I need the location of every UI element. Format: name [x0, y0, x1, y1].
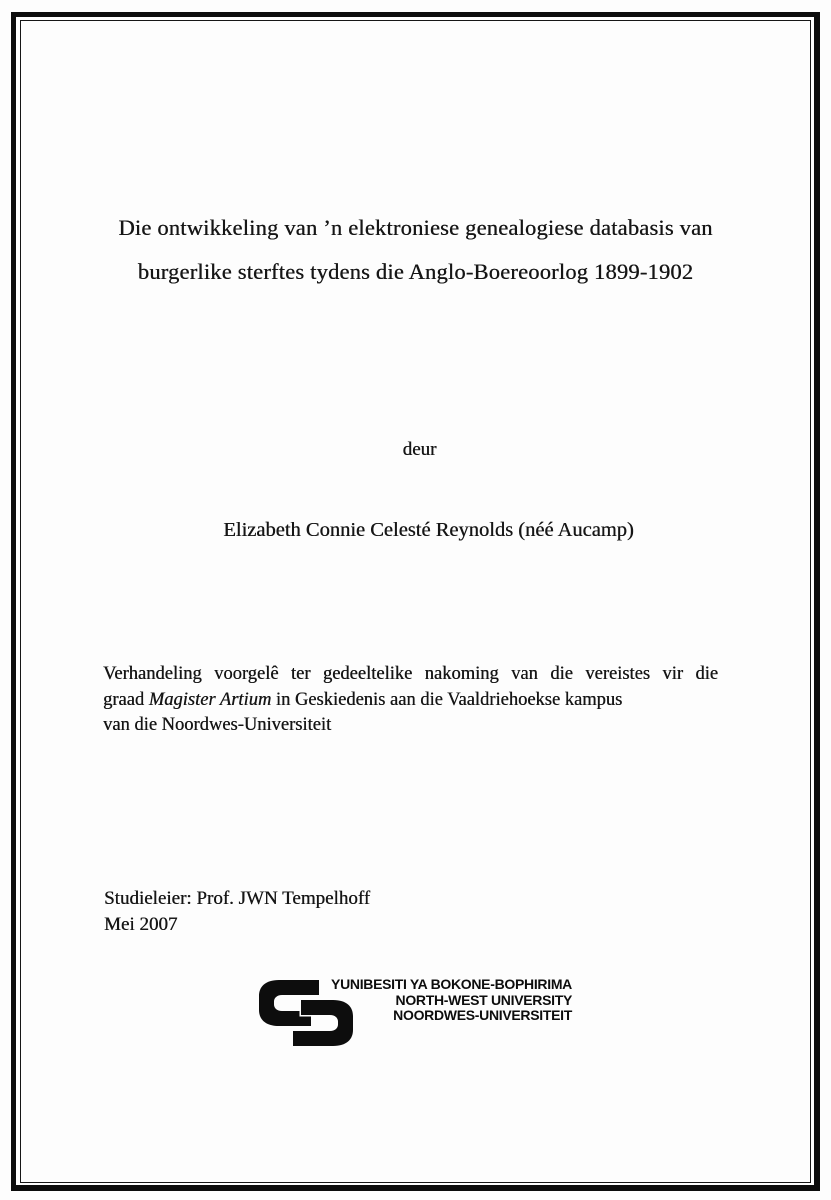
nwu-name-afrikaans: NOORDWES-UNIVERSITEIT	[393, 1007, 572, 1023]
degree-name: Magister Artium	[148, 689, 272, 710]
thesis-title	[0, 206, 831, 294]
nwu-logo-text	[318, 977, 572, 1024]
date-line: Mei 2007	[104, 913, 178, 935]
nwu-name-setswana: YUNIBESITI YA BOKONE-BOPHIRIMA	[331, 976, 572, 992]
byline-deur: deur	[402, 439, 437, 460]
statement-line-3: van die Noordwes-Universiteit	[103, 715, 332, 735]
statement-line-2	[103, 688, 718, 714]
statement-line-2-prefix: graad	[103, 689, 149, 710]
title-line-1: Die ontwikkeling van ’n elektroniese genealogiese databasis van	[118, 215, 713, 240]
statement-line-1: Verhandeling voorgelê ter gedeeltelike nakoming van die vereistes vir die	[103, 664, 718, 684]
supervisor-block	[104, 886, 370, 937]
supervisor-line: Studieleier: Prof. JWN Tempelhoff	[104, 888, 371, 909]
nwu-name-english: NORTH-WEST UNIVERSITY	[395, 991, 572, 1008]
author-name: Elizabeth Connie Celesté Reynolds (néé Aucamp)	[223, 519, 634, 541]
submission-statement	[103, 662, 718, 739]
title-line-2: burgerlike sterftes tydens die Anglo-Boereoorlog 1899-1902	[137, 259, 694, 284]
statement-line-2-suffix: in Geskiedenis aan die Vaaldriehoekse kampus	[271, 689, 623, 710]
